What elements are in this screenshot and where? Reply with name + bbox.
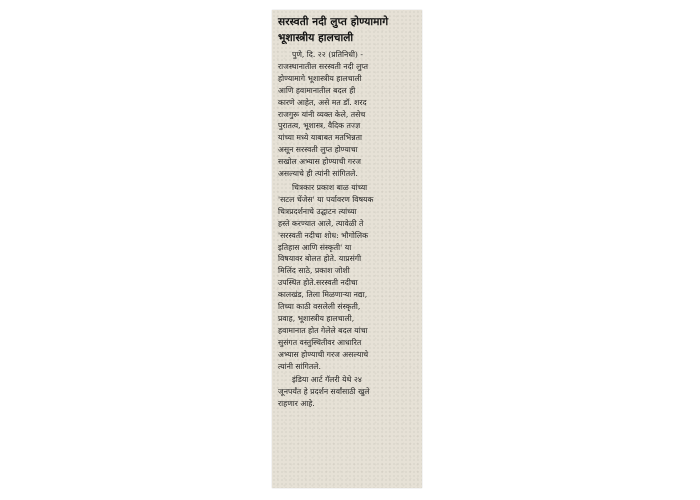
paragraph-line: हस्ते करण्यात आले, त्यावेळी ते <box>278 218 364 228</box>
paragraph-line: 'सरस्वती नदीचा शोध: भौगोलिक <box>278 230 368 240</box>
headline-line: भूशास्त्रीय हालचाली <box>278 32 354 44</box>
newspaper-clipping <box>272 10 422 488</box>
paragraph-line: इंडिया आर्ट गॅलरी येथे २४ <box>292 375 362 385</box>
paragraph-line: कालखंड, तिला मिळणाऱ्या नद्या, <box>278 290 368 300</box>
paragraph-line: उपस्थित होते.सरस्वती नदीचा <box>278 278 358 288</box>
headline-line: सरस्वती नदी लुप्त होण्यामागे <box>278 16 389 28</box>
paragraph-line: असून सरस्वती लुप्त होण्याचा <box>278 145 358 155</box>
paragraph-line: यांच्या मध्ये याबाबत मतभिन्नता <box>278 133 362 143</box>
paragraph-line: राजगुरू यांनी व्यक्त केले, तसेच <box>278 109 366 119</box>
paragraph-line: इतिहास आणि संस्कृती' या <box>278 242 352 252</box>
paragraph-line: सुसंगत वस्तुस्थितीवर आधारित <box>278 337 362 347</box>
paragraph-line: पुणे, दि. २२ (प्रतिनिधी) - <box>292 50 363 59</box>
paragraph-line: सखोल अभ्यास होण्याची गरज <box>278 157 361 167</box>
article-headline <box>278 14 418 46</box>
paragraph-line: प्रवाह, भूशास्त्रीय हालचाली, <box>278 313 355 323</box>
paragraph-line: आणि हवामानातील बदल ही <box>278 85 356 95</box>
article-paragraph <box>278 374 418 410</box>
paragraph-line: राहणार आहे. <box>278 399 315 409</box>
paragraph-line: तिच्या काठी वसलेली संस्कृती, <box>278 302 361 312</box>
paragraph-line: 'सटल चेंजेस' या पर्यावरण विषयक <box>278 194 374 204</box>
paragraph-line: त्यांनी सांगितले. <box>278 361 321 371</box>
paragraph-line: विषयावर बोलत होते. याप्रसंगी <box>278 254 362 264</box>
paragraph-line: होण्यामागे भूशास्त्रीय हालचाली <box>278 73 362 83</box>
paragraph-line: मिलिंद साठे, प्रकाश जोशी <box>278 266 350 276</box>
article-paragraph <box>278 49 418 180</box>
article-body <box>278 49 418 410</box>
paragraph-line: पुरातत्व, भूशास्त्र, वैदिक तज्ज्ञ <box>278 121 361 131</box>
article-paragraph <box>278 182 418 373</box>
paragraph-line: कारणे आहेत, असे मत डॉ. शरद <box>278 97 367 107</box>
paragraph-line: असल्याचे ही त्यांनी सांगितले. <box>278 169 358 179</box>
paragraph-line: राजस्थानातील सरस्वती नदी लुप्त <box>278 61 369 71</box>
paragraph-line: चित्रप्रदर्शनाचे उद्घाटन त्यांच्या <box>278 206 357 216</box>
paragraph-line: अभ्यास होण्याची गरज असल्याचे <box>278 349 369 359</box>
paragraph-line: चित्रकार प्रकाश बाळ यांच्या <box>292 182 368 192</box>
paragraph-line: जूनपर्यंत हे प्रदर्शन सर्वांसाठी खुले <box>278 387 370 397</box>
paragraph-line: हवामानात होत गेलेले बदल यांचा <box>278 325 368 335</box>
